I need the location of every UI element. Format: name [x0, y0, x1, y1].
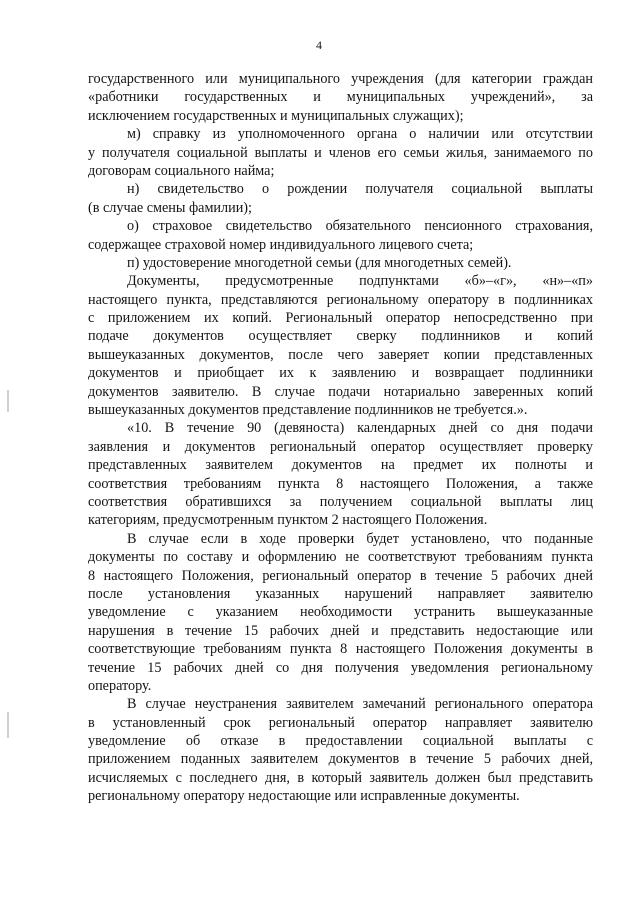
text-line: с приложением их копий. Региональный оператор непосредственно при — [88, 310, 593, 327]
text-line: категориям, предусмотренным пунктом 2 настоящего Положения. — [88, 512, 488, 529]
text-line: в установленный срок региональный оператор направляет заявителю — [88, 714, 593, 731]
text-line: нарушения в течение 15 рабочих дней и представить недостающие или — [88, 622, 593, 639]
text-line: «10. В течение 90 (девяноста) календарных дней со дня подачи — [127, 420, 593, 437]
text-line: п) удостоверение многодетной семьи (для многодетных семей). — [127, 254, 512, 271]
text-line: документов и приобщает их к заявлению и возвращает подлинники — [88, 365, 593, 382]
document-body — [88, 70, 593, 806]
text-line: настоящего пункта, представляются региональному оператору в подлинниках — [88, 291, 593, 308]
text-line: исключением государственных и муниципальных служащих); — [88, 107, 464, 124]
text-line: государственного или муниципального учреждения (для категории граждан — [88, 71, 593, 87]
text-line: Документы, предусмотренные подпунктами «б»–«г», «н»–«п» — [127, 273, 593, 290]
text-line: м) справку из уполномоченного органа о наличии или отсутствии — [127, 126, 593, 143]
text-line: (в случае смены фамилии); — [88, 199, 252, 216]
text-line: договорам социального найма; — [88, 162, 275, 179]
text-line: содержащее страховой номер индивидуального лицевого счета; — [88, 236, 474, 253]
text-line: вышеуказанных документов, после чего заверяет копии представленных — [88, 346, 593, 363]
text-line: 8 настоящего Положения, региональный оператор в течение 5 рабочих дней — [88, 567, 593, 584]
text-line: после установления указанных нарушений направляет заявителю — [88, 585, 593, 602]
text-line: В случае неустранения заявителем замечаний регионального оператора — [127, 696, 593, 713]
text-line: В случае если в ходе проверки будет установлено, что поданные — [127, 530, 593, 547]
scan-margin-mark — [7, 390, 9, 412]
text-line: соответствия требованиям пункта 8 настоящего Положения, а также — [88, 475, 593, 492]
text-line: уведомление с указанием необходимости устранить вышеуказанные — [88, 604, 593, 621]
text-line: заявления и документов региональный оператор осуществляет проверку — [88, 438, 593, 455]
text-line: оператору. — [88, 677, 152, 694]
text-line: представленных заявителем документов на предмет их полноты и — [88, 457, 593, 474]
text-line: региональному оператору недостающие или исправленные документы. — [88, 788, 520, 805]
text-line: соответствующие требованиям пункта 8 настоящего Положения документы в — [88, 641, 593, 658]
text-line: течение 15 рабочих дней со дня получения уведомления региональному — [88, 659, 593, 676]
text-line: у получателя социальной выплаты и членов его семьи жилья, занимаемого по — [88, 144, 593, 161]
text-line: н) свидетельство о рождении получателя социальной выплаты — [127, 181, 593, 198]
text-line: приложением поданных заявителем документов в течение 5 рабочих дней, — [88, 751, 593, 768]
text-line: документов заявителю. В случае подачи нотариально заверенных копий — [88, 383, 593, 400]
text-line: вышеуказанных документов представление подлинников не требуется.». — [88, 402, 528, 419]
scan-margin-mark — [7, 712, 9, 738]
text-line: уведомление об отказе в предоставлении социальной выплаты с — [88, 733, 593, 750]
text-line: исчисляемых с последнего дня, в который заявитель должен был представить — [88, 769, 593, 786]
page-number: 4 — [316, 38, 322, 52]
text-line: о) страховое свидетельство обязательного пенсионного страхования, — [127, 218, 593, 235]
text-line: «работники государственных и муниципальных учреждений», за — [88, 89, 593, 106]
text-line: подаче документов осуществляет сверку подлинников и копий — [88, 328, 593, 345]
text-line: соответствия обратившихся за получением социальной выплаты лиц — [88, 493, 593, 510]
text-line: документы по составу и оформлению не соответствуют требованиям пункта — [88, 549, 593, 566]
